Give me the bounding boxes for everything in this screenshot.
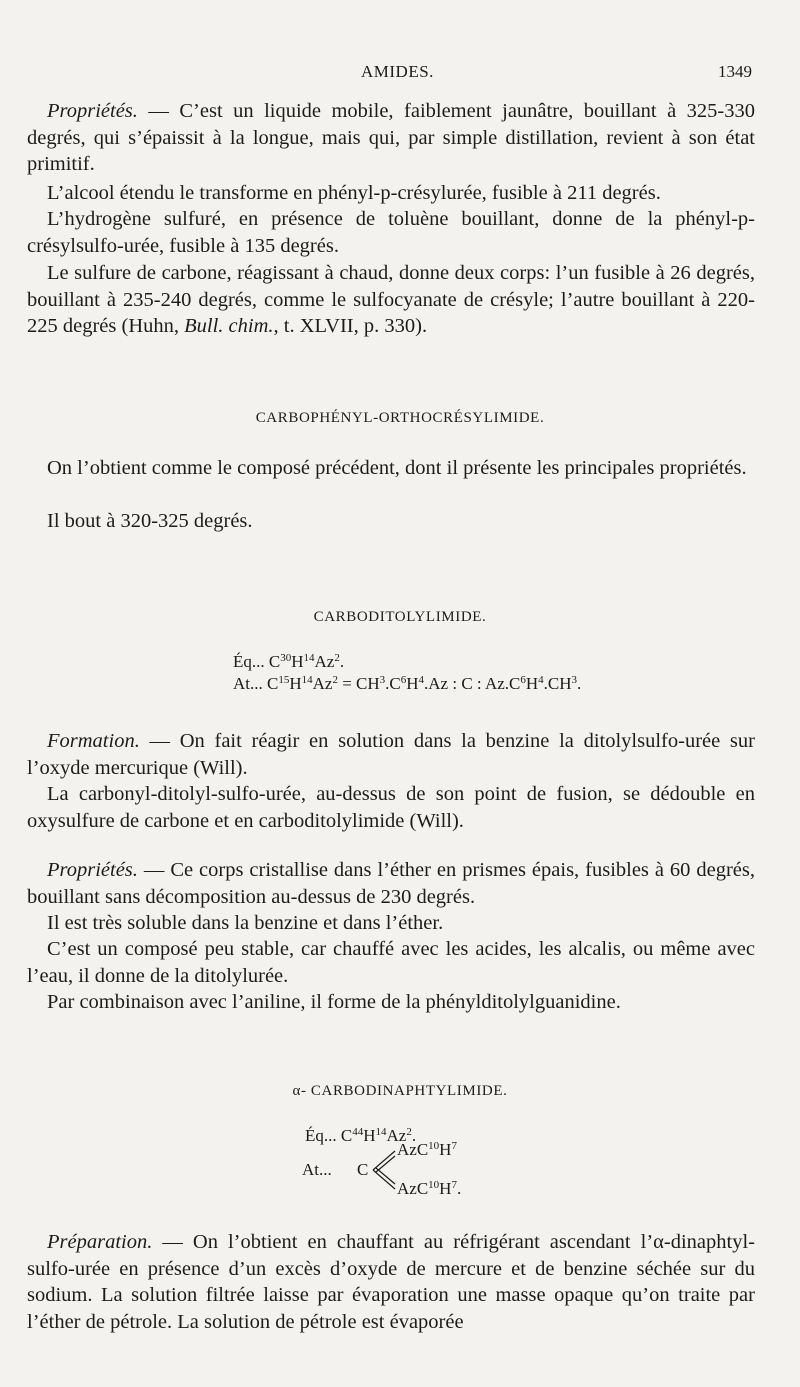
branch-top: $AzC^{10}H^7$ <box>397 1140 457 1159</box>
properties-label: Propriétés. <box>47 100 138 122</box>
paragraph-obtained: On l’obtient comme le composé précédent, dont il présente les principales propriétés. <box>47 457 747 479</box>
paragraph-alcohol: L’alcool étendu le transforme en phényl-p-crésylurée, fusible à 211 degrés. <box>47 182 661 204</box>
branch-bottom: $AzC^{10}H^7$. <box>397 1179 462 1198</box>
carbon-sulfide-citation: , t. XLVII, p. 330). <box>273 315 428 337</box>
paragraph-unstable: C’est un composé peu stable, car chauffé avec les acides, les alcalis, ou même avec l’eau, il donne de la ditolylurée. <box>27 938 755 987</box>
atomic-formula-label-2: At... <box>302 1160 332 1179</box>
paragraph-properties-1 <box>27 98 755 178</box>
paragraph-preparation <box>27 1229 755 1335</box>
page-number: 1349 <box>718 62 752 81</box>
carbon-sulfide-text: Le sulfure de carbone, réagissant à chaud, donne deux corps: l’un fusible à 26 degrés, bouillant à 235-240 degrés, comme le sulfocyanate de crésyle; l’autre bouillant à 220-225 degrés (Huhn, <box>27 262 755 337</box>
running-header <box>0 62 800 88</box>
double-bond-branch-icon <box>371 1146 397 1194</box>
paragraph-properties-2 <box>27 857 755 910</box>
equivalent-formula <box>233 651 344 672</box>
properties-text: — C’est un liquide mobile, faiblement jaunâtre, bouillant à 325-330 degrés, qui s’épaissit à la longue, mais qui, par simple distillation, revient à son état primitif. <box>27 100 755 175</box>
preparation-text: — On l’obtient en chauffant au réfrigérant ascendant l’α-dinaphtyl-sulfo-urée en présence d’un excès d’oxyde de mercure et de benzine séchée sur du sodium. La solution filtrée laisse par évaporation une masse opaque qu’on traite par l’éther de pétrole. La solution de pétrole est évaporée <box>27 1231 755 1333</box>
paragraph-carbonyl: La carbonyl-ditolyl-sulfo-urée, au-dessus de son point de fusion, se dédouble en oxysulfure de carbone et en carboditolylimide (Will). <box>27 783 755 832</box>
central-carbon: C <box>357 1160 369 1179</box>
at-formula: $C^{15}H^{14}Az^2 = CH^3.C^6H^4.Az$ : C : $Az.C^6H^4.CH^3$. <box>267 674 582 693</box>
paragraph-formation <box>27 728 755 781</box>
section-heading-carboditolyl: CARBODITOLYLIMIDE. <box>313 609 487 625</box>
journal-reference: Bull. chim. <box>184 315 274 337</box>
paragraph-carbon-sulfide <box>27 260 755 340</box>
paragraph-hydrogen-sulfide: L’hydrogène sulfuré, en présence de toluène bouillant, donne de la phényl-p-crésylsulfo-urée, fusible à 135 degrés. <box>27 208 755 257</box>
section-heading-carbodinaphtyl: α- CARBODINAPHTYLIMIDE. <box>292 1083 508 1099</box>
paragraph-boiling: Il bout à 320-325 degrés. <box>47 510 253 532</box>
formation-text: — On fait réagir en solution dans la benzine la ditolylsulfo-urée sur l’oxyde mercurique (Will). <box>27 730 755 779</box>
formation-label: Formation. <box>47 730 140 752</box>
preparation-label: Préparation. <box>47 1231 153 1253</box>
eq-label-2: Éq... <box>305 1126 337 1145</box>
section-heading-carbophenyl: CARBOPHÉNYL-ORTHOCRÉSYLIMIDE. <box>255 410 545 426</box>
atomic-formula <box>233 673 581 694</box>
paragraph-soluble: Il est très soluble dans la benzine et dans l’éther. <box>47 912 444 934</box>
properties-text-2: — Ce corps cristallise dans l’éther en prismes épais, fusibles à 60 degrés, bouillant sans décomposition au-dessus de 230 degrés. <box>27 859 755 908</box>
eq-label: Éq... <box>233 652 265 671</box>
running-title: AMIDES. <box>361 62 434 81</box>
properties-label-2: Propriétés. <box>47 859 138 881</box>
paragraph-aniline: Par combinaison avec l’aniline, il forme de la phénylditolylguanidine. <box>47 991 621 1013</box>
at-label: At... <box>233 674 263 693</box>
eq-formula: $C^{30}H^{14}Az^2$. <box>268 652 345 671</box>
eq-formula-2: $C^{44}H^{14}Az^2$. <box>340 1126 417 1145</box>
